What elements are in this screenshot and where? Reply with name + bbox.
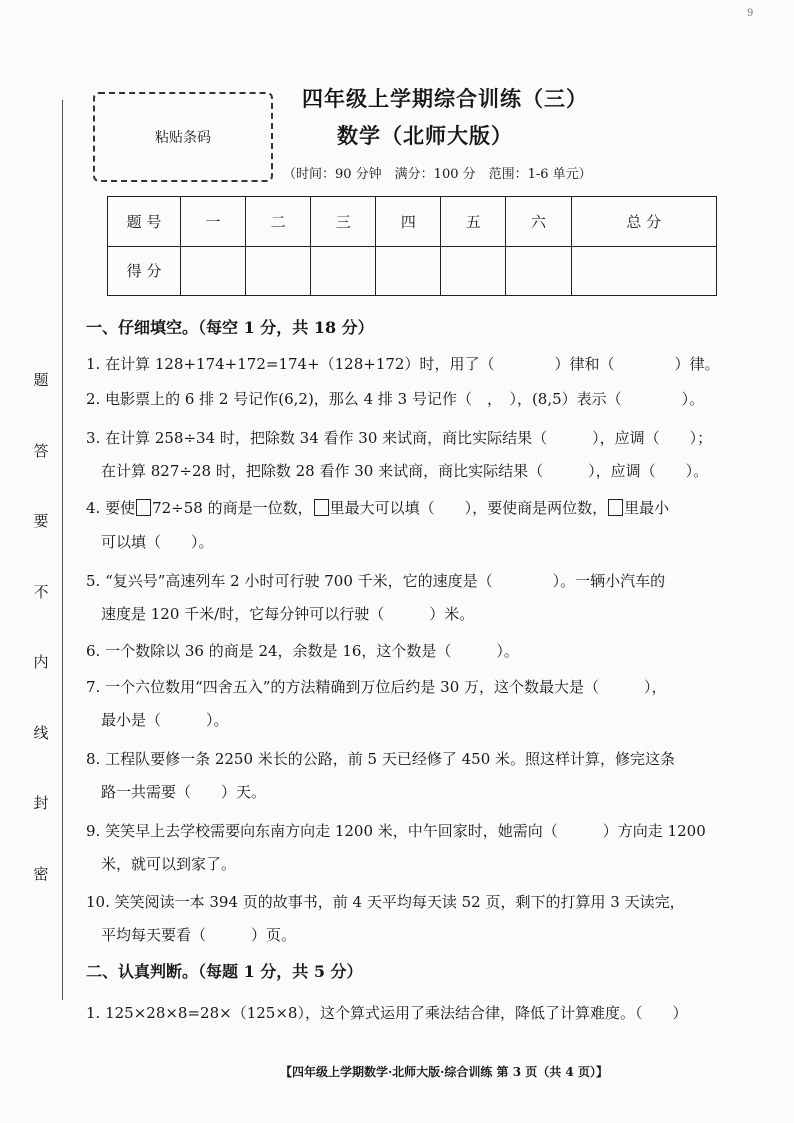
question-9-line-2: 米，就可以到家了。 — [101, 855, 237, 873]
barcode-label: 粘贴条码 — [155, 130, 211, 146]
side-char: 不 — [33, 582, 49, 601]
question-2: 2. 电影票上的 6 排 2 号记作(6,2)，那么 4 排 3 号记作（ ， ），(8,5）表示（ ）。 — [86, 390, 705, 408]
exam-info: （时间：90 分钟 满分：100 分 范围：1-6 单元） — [283, 167, 592, 182]
binding-side-text — [26, 372, 56, 882]
page-title: 四年级上学期综合训练（三） — [302, 86, 588, 111]
side-char: 密 — [33, 864, 49, 883]
question-4-line-2: 可以填（ ）。 — [101, 533, 214, 551]
score-cell[interactable] — [311, 246, 376, 296]
score-col-header: 三 — [311, 197, 376, 247]
blank-box[interactable] — [314, 499, 329, 516]
score-col-header: 二 — [246, 197, 311, 247]
q4-text: 里最小 — [624, 499, 670, 517]
question-10-line-2: 平均每天要看（ ）页。 — [101, 926, 297, 944]
side-char: 题 — [33, 371, 49, 389]
question-5-line-2: 速度是 120 千米/时，它每分钟可以行驶（ ）米。 — [101, 605, 475, 623]
q4-text: 里最大可以填（ ），要使商是两位数， — [329, 499, 608, 517]
section-1-title: 一、仔细填空。（每空 1 分，共 18 分） — [86, 318, 374, 337]
score-table — [107, 196, 717, 296]
barcode-box — [93, 92, 273, 182]
blank-box[interactable] — [608, 499, 623, 516]
score-cell[interactable] — [376, 246, 441, 296]
side-char: 封 — [33, 794, 49, 813]
score-row-header: 得 分 — [108, 246, 181, 296]
section-2-title: 二、认真判断。（每题 1 分，共 5 分） — [86, 962, 363, 981]
side-char: 内 — [33, 653, 49, 672]
question-5-line-1: 5. “复兴号”高速列车 2 小时可行驶 700 千米，它的速度是（ ）。一辆小汽车的 — [86, 572, 666, 590]
question-3-line-2: 在计算 827÷28 时，把除数 28 看作 30 来试商，商比实际结果（ ），应调（ ）。 — [101, 462, 709, 480]
corner-mark: 9 — [747, 8, 754, 19]
score-col-header: 总 分 — [571, 197, 716, 247]
question-3-line-1: 3. 在计算 258÷34 时，把除数 34 看作 30 来试商，商比实际结果（ ），应调（ ）； — [86, 429, 713, 447]
question-6: 6. 一个数除以 36 的商是 24，余数是 16，这个数是（ ）。 — [86, 642, 519, 660]
side-char: 要 — [33, 512, 49, 531]
score-cell[interactable] — [571, 246, 716, 296]
score-col-header: 六 — [506, 197, 571, 247]
score-cell[interactable] — [181, 246, 246, 296]
q4-text: 4. 要使 — [86, 499, 136, 517]
score-cell[interactable] — [246, 246, 311, 296]
page-footer: 【四年级上学期数学·北师大版·综合训练 第 3 页（共 4 页）】 — [280, 1065, 608, 1079]
page-subtitle: 数学（北师大版） — [337, 123, 513, 148]
question-4-line-1 — [86, 498, 756, 518]
question-1: 1. 在计算 128+174+172=174+（128+172）时，用了（ ）律和（ ）律。 — [86, 355, 720, 373]
score-table-row — [108, 246, 717, 296]
score-col-header: 五 — [441, 197, 506, 247]
judge-question-1: 1. 125×28×8=28×（125×8），这个算式运用了乘法结合律，降低了计算难度。（ ） — [86, 1004, 688, 1022]
q4-text: 72÷58 的商是一位数， — [152, 499, 313, 517]
question-8-line-1: 8. 工程队要修一条 2250 米长的公路，前 5 天已经修了 450 米。照这样计算，修完这条 — [86, 750, 676, 768]
score-col-header: 四 — [376, 197, 441, 247]
blank-box[interactable] — [136, 499, 151, 516]
question-7-line-2: 最小是（ ）。 — [101, 711, 229, 729]
side-char: 线 — [33, 723, 49, 742]
score-cell[interactable] — [441, 246, 506, 296]
score-cell[interactable] — [506, 246, 571, 296]
score-col-header: 一 — [181, 197, 246, 247]
question-10-line-1: 10. 笑笑阅读一本 394 页的故事书，前 4 天平均每天读 52 页，剩下的打算用 3 天读完， — [86, 893, 685, 911]
binding-line — [62, 100, 63, 1000]
question-9-line-1: 9. 笑笑早上去学校需要向东南方向走 1200 米，中午回家时，她需向（ ）方向走 1200 — [86, 822, 706, 840]
side-char: 答 — [33, 441, 49, 460]
score-row-header: 题 号 — [108, 197, 181, 247]
question-7-line-1: 7. 一个六位数用“四舍五入”的方法精确到万位后约是 30 万，这个数最大是（ ）， — [86, 678, 667, 696]
question-8-line-2: 路一共需要（ ）天。 — [101, 783, 267, 801]
score-table-row — [108, 197, 717, 247]
